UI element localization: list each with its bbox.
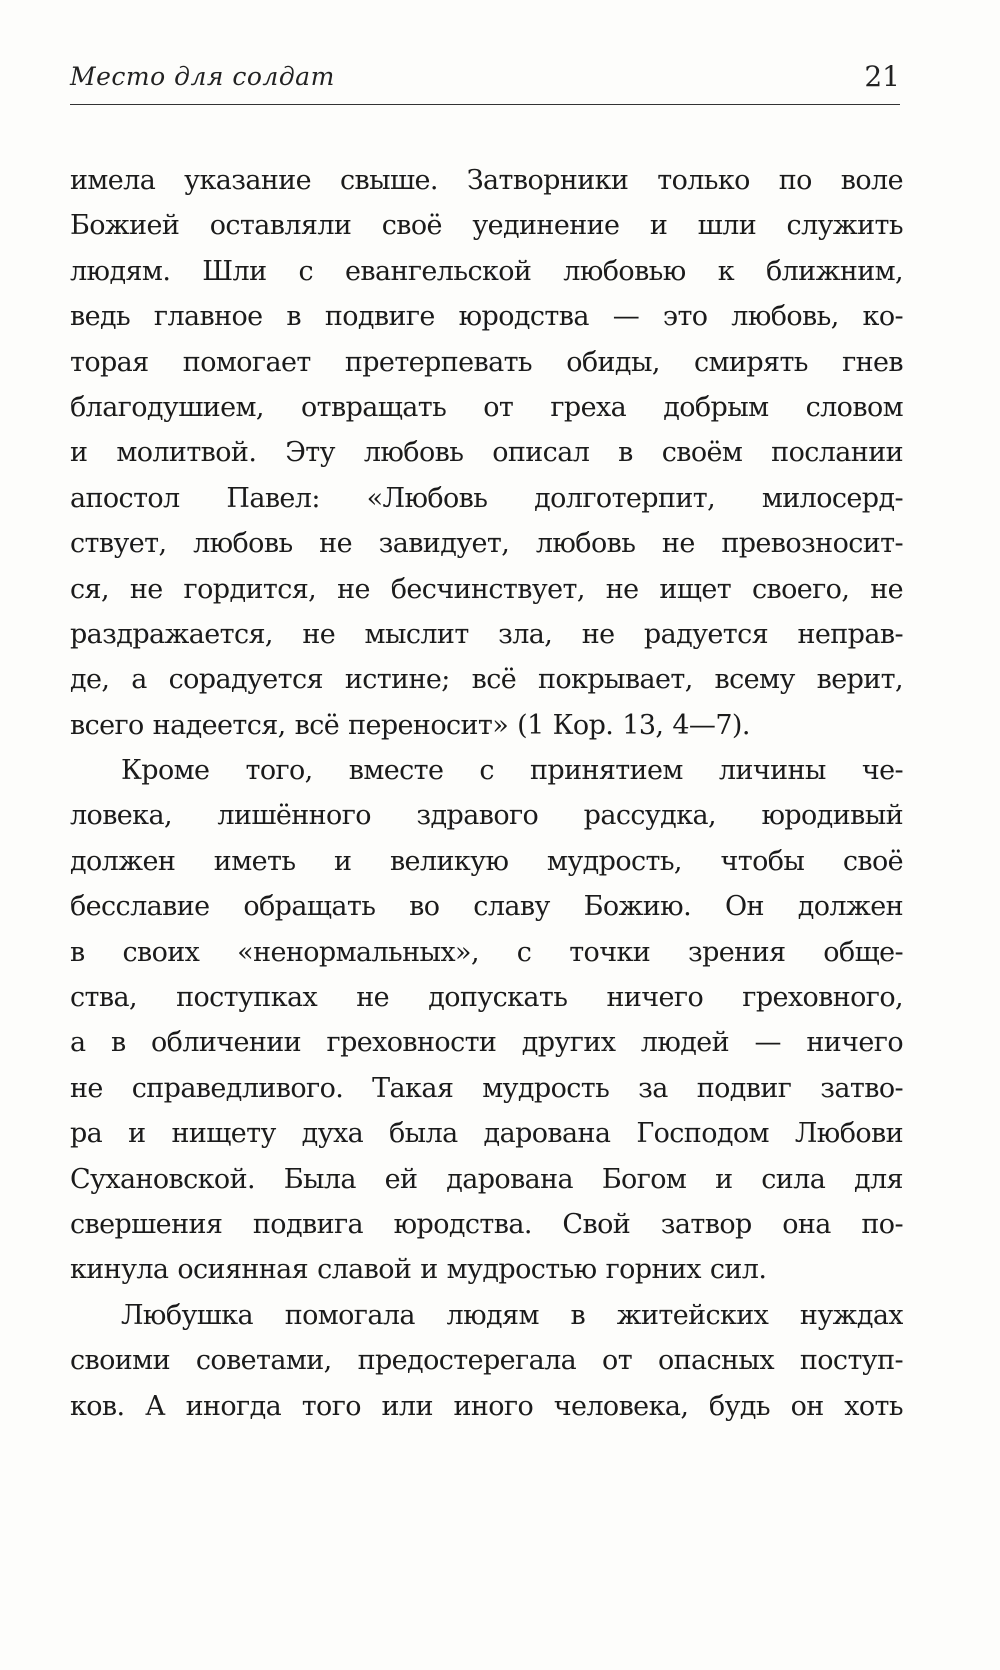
text-line: а в обличении греховности других людей — ничего — [70, 1027, 903, 1059]
text-line: ведь главное в подвиге юродства — это любовь, ко- — [70, 301, 903, 333]
text-line: свершения подвига юродства. Свой затвор она по- — [70, 1208, 903, 1240]
text-line: ра и нищету духа была дарована Господом Любови — [70, 1118, 903, 1150]
paragraph — [70, 158, 903, 748]
text-line: Кроме того, вместе с принятием личины че- — [121, 755, 903, 787]
text-line: благодушием, отвращать от греха добрым словом — [70, 391, 903, 423]
text-line: апостол Павел: «Любовь долготерпит, милосерд- — [70, 482, 903, 514]
text-line: ловека, лишённого здравого рассудка, юродивый — [70, 800, 903, 832]
body-text — [70, 158, 903, 1429]
text-line: всего надеется, всё переносит» (1 Кор. 13, 4—7). — [70, 709, 750, 741]
text-line: Любушка помогала людям в житейских нуждах — [121, 1299, 903, 1331]
text-line: своими советами, предостерегала от опасных поступ- — [70, 1345, 903, 1377]
text-line: имела указание свыше. Затворники только по воле — [70, 165, 903, 196]
running-title: Место для солдат — [70, 62, 335, 91]
page-number: 21 — [864, 60, 900, 93]
text-line: ства, поступках не допускать ничего греховного, — [70, 982, 903, 1014]
text-line: торая помогает претерпевать обиды, смирять гнев — [70, 346, 903, 378]
text-line: ков. А иногда того или иного человека, будь он хоть — [70, 1390, 903, 1422]
text-line: де, а сорадуется истине; всё покрывает, всему верит, — [70, 664, 903, 696]
text-line: должен иметь и великую мудрость, чтобы своё — [70, 845, 903, 877]
text-line: не справедливого. Такая мудрость за подвиг затво- — [70, 1072, 903, 1104]
text-line: людям. Шли с евангельской любовью к ближним, — [70, 255, 903, 287]
text-line: кинула осиянная славой и мудростью горних сил. — [70, 1254, 767, 1286]
text-line: в своих «ненормальных», с точки зрения обще- — [70, 936, 903, 968]
paragraph — [70, 1293, 903, 1429]
text-line: ся, не гордится, не бесчинствует, не ищет своего, не — [70, 573, 903, 605]
text-line: ствует, любовь не завидует, любовь не превозносит- — [70, 528, 903, 560]
text-line: бесславие обращать во славу Божию. Он должен — [70, 891, 903, 923]
running-head — [70, 60, 900, 105]
text-line: Сухановской. Была ей дарована Богом и сила для — [70, 1163, 903, 1195]
text-line: и молитвой. Эту любовь описал в своём послании — [70, 437, 903, 469]
paragraph — [70, 748, 903, 1293]
text-line: раздражается, не мыслит зла, не радуется неправ- — [70, 618, 903, 650]
text-line: Божией оставляли своё уединение и шли служить — [70, 210, 903, 242]
